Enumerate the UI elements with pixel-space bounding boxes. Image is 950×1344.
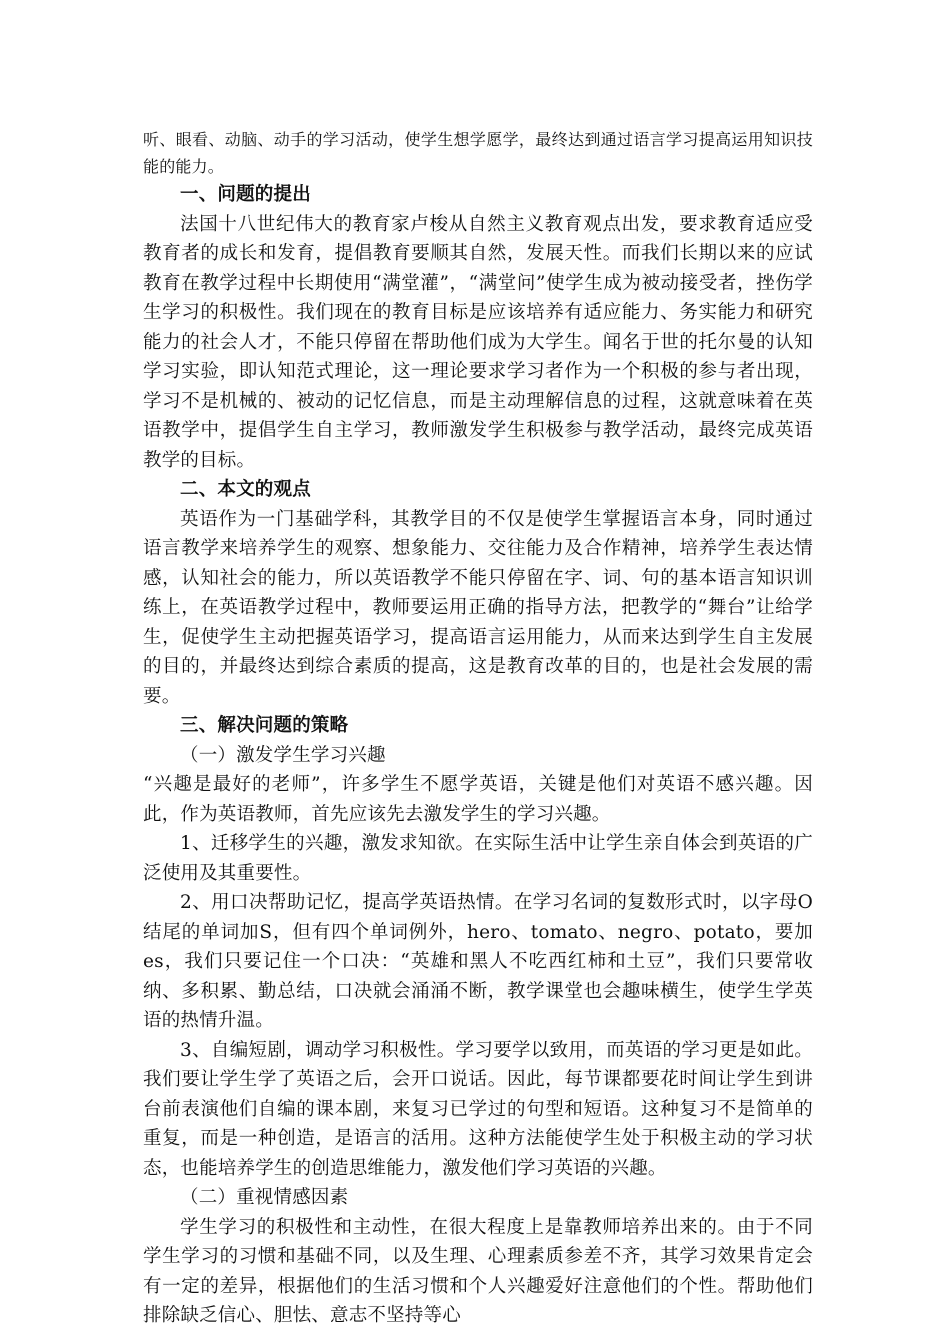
section-heading-2: 二、本文的观点	[180, 479, 311, 500]
section-heading-1: 一、问题的提出	[180, 184, 311, 205]
paragraph-emotion: 学生学习的积极性和主动性，在很大程度上是靠教师培养出来的。由于不同学生学习的习惯和基础不同，以及生理、心理素质参差不齐，其学习效果肯定会有一定的差异，根据他们的生活习惯和个人兴趣爱好注意他们的个性。帮助他们排除缺乏信心、胆怯、意志不坚持等心	[143, 1216, 813, 1326]
paragraph-viewpoint: 英语作为一门基础学科，其教学目的不仅是使学生掌握语言本身，同时通过语言教学来培养学生的观察、想象能力、交往能力及合作精神，培养学生表达情感，认知社会的能力，所以英语教学不能只停留在字、词、句的基本语言知识训练上，在英语教学过程中，教师要运用正确的指导方法，把教学的“舞台”让给学生，促使学生主动把握英语学习，提高语言运用能力，从而来达到学生自主发展的目的，并最终达到综合素质的提高，这是教育改革的目的，也是社会发展的需要。	[143, 508, 813, 707]
paragraph-item-1: 1、迁移学生的兴趣，激发求知欲。在实际生活中让学生亲自体会到英语的广泛使用及其重要性。	[143, 833, 813, 884]
paragraph-interest: “兴趣是最好的老师”，许多学生不愿学英语，关键是他们对英语不感兴趣。因此，作为英语教师，首先应该先去激发学生的学习兴趣。	[143, 774, 813, 825]
section-heading-3: 三、解决问题的策略	[180, 715, 349, 736]
intro-paragraph: 听、眼看、动脑、动手的学习活动，使学生想学愿学，最终达到通过语言学习提高运用知识技能的能力。	[143, 130, 813, 176]
paragraph-rousseau: 法国十八世纪伟大的教育家卢梭从自然主义教育观点出发，要求教育适应受教育者的成长和发育，提倡教育要顺其自然，发展天性。而我们长期以来的应试教育在教学过程中长期使用“满堂灌”，“满堂问”使学生成为被动接受者，挫伤学生学习的积极性。我们现在的教育目标是应该培养有适应能力、务实能力和研究能力的社会人才，不能只停留在帮助他们成为大学生。闻名于世的托尔曼的认知学习实验，即认知范式理论，这一理论要求学习者作为一个积极的参与者出现，学习不是机械的、被动的记忆信息，而是主动理解信息的过程，这就意味着在英语教学中，提倡学生自主学习，教师激发学生积极参与教学活动，最终完成英语教学的目标。	[143, 213, 813, 471]
document-page	[143, 126, 813, 1331]
paragraph-item-3: 3、自编短剧，调动学习积极性。学习要学以致用，而英语的学习更是如此。我们要让学生学了英语之后，会开口说话。因此，每节课都要花时间让学生到讲台前表演他们自编的课本剧，来复习已学过的句型和短语。这种复习不是简单的重复，而是一种创造，是语言的活用。这种方法能使学生处于积极主动的学习状态，也能培养学生的创造思维能力，激发他们学习英语的兴趣。	[143, 1039, 813, 1179]
subsection-heading-2: （二）重视情感因素	[180, 1187, 349, 1208]
subsection-heading-1: （一）激发学生学习兴趣	[180, 744, 386, 766]
paragraph-item-2: 2、用口决帮助记忆，提高学英语热情。在学习名词的复数形式时，以字母O结尾的单词加S，但有四个单词例外，hero、tomato、negro、potato，要加es，我们只要记住一个口决：“英雄和黑人不吃西红柿和土豆”，我们只要常收纳、多积累、勤总结，口决就会涌涌不断，教学课堂也会趣味横生，使学生学英语的热情升温。	[143, 892, 813, 1031]
